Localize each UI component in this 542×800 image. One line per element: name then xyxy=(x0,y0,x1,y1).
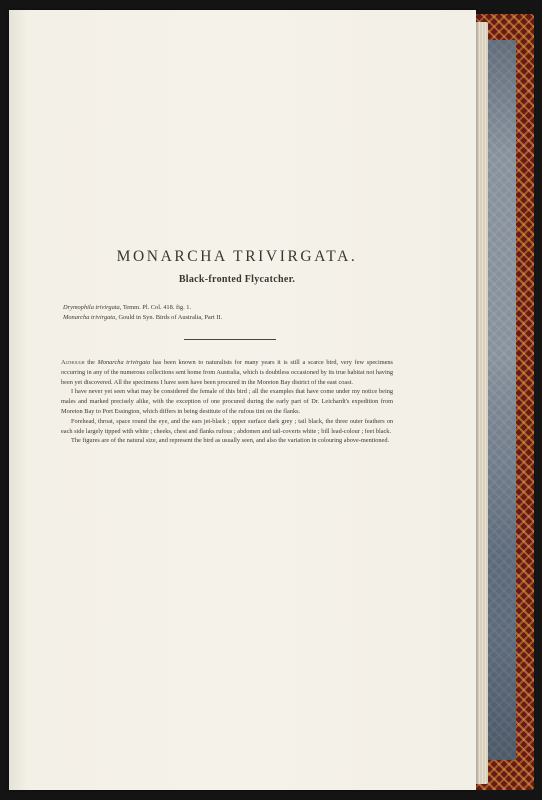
species-name-italic: Monarcha trivirgata xyxy=(97,359,151,366)
common-name: Black-fronted Flycatcher. xyxy=(178,274,296,285)
section-divider xyxy=(184,339,276,340)
synonym-name: Monarcha trivirgata xyxy=(63,314,116,321)
paragraph: Forehead, throat, space round the eye, and the ears jet-black ; upper surface dark grey ; tail black, the three outer feathers on each side largely tipped with white ; cheeks, chest and flanks rufous ; abdomen and tail-coverts white ; bill lead-colour ; feet black. xyxy=(61,417,393,435)
marbled-endpaper xyxy=(488,40,516,760)
paragraph: The figures are of the natural size, and represent the bird as usually seen, and also the variation in colouring above-mentioned. xyxy=(71,437,390,445)
text-run: has been known to naturalists for many years it is still a scarce bird, very few specimens occurring in any of the numerous collections sent home from Australia, which is doubtless occasioned by its true habitat not having been yet discovered. All the specimens I have seen have been procured in the Moreton Bay district of the east coast. xyxy=(61,359,394,386)
species-title: MONARCHA TRIVIRGATA. xyxy=(116,248,358,265)
description-text xyxy=(61,358,393,446)
paragraph: I have never yet seen what may be considered the female of this bird ; all the examples that have come under my notice being males and marked precisely alike, with the exception of one procured during the early part of Dr. Leichardt's expedition from Moreton Bay to Port Essington, which differs in being destitute of the rufous tint on the flanks. xyxy=(61,388,393,415)
paragraph xyxy=(61,358,393,387)
synonym-entry xyxy=(61,303,393,313)
synonym-reference: , Temm. Pl. Col. 418. fig. 1. xyxy=(119,304,192,311)
text-run: the xyxy=(84,359,98,366)
synonym-entry xyxy=(61,313,393,323)
page-content xyxy=(61,248,393,446)
book-page xyxy=(9,10,476,790)
synonym-name: Drymophila trivirgata xyxy=(63,304,120,311)
drop-lead-word: Although xyxy=(61,359,85,366)
synonymy-list xyxy=(61,303,393,323)
synonym-reference: , Gould in Syn. Birds of Australia, Part II. xyxy=(115,314,223,321)
